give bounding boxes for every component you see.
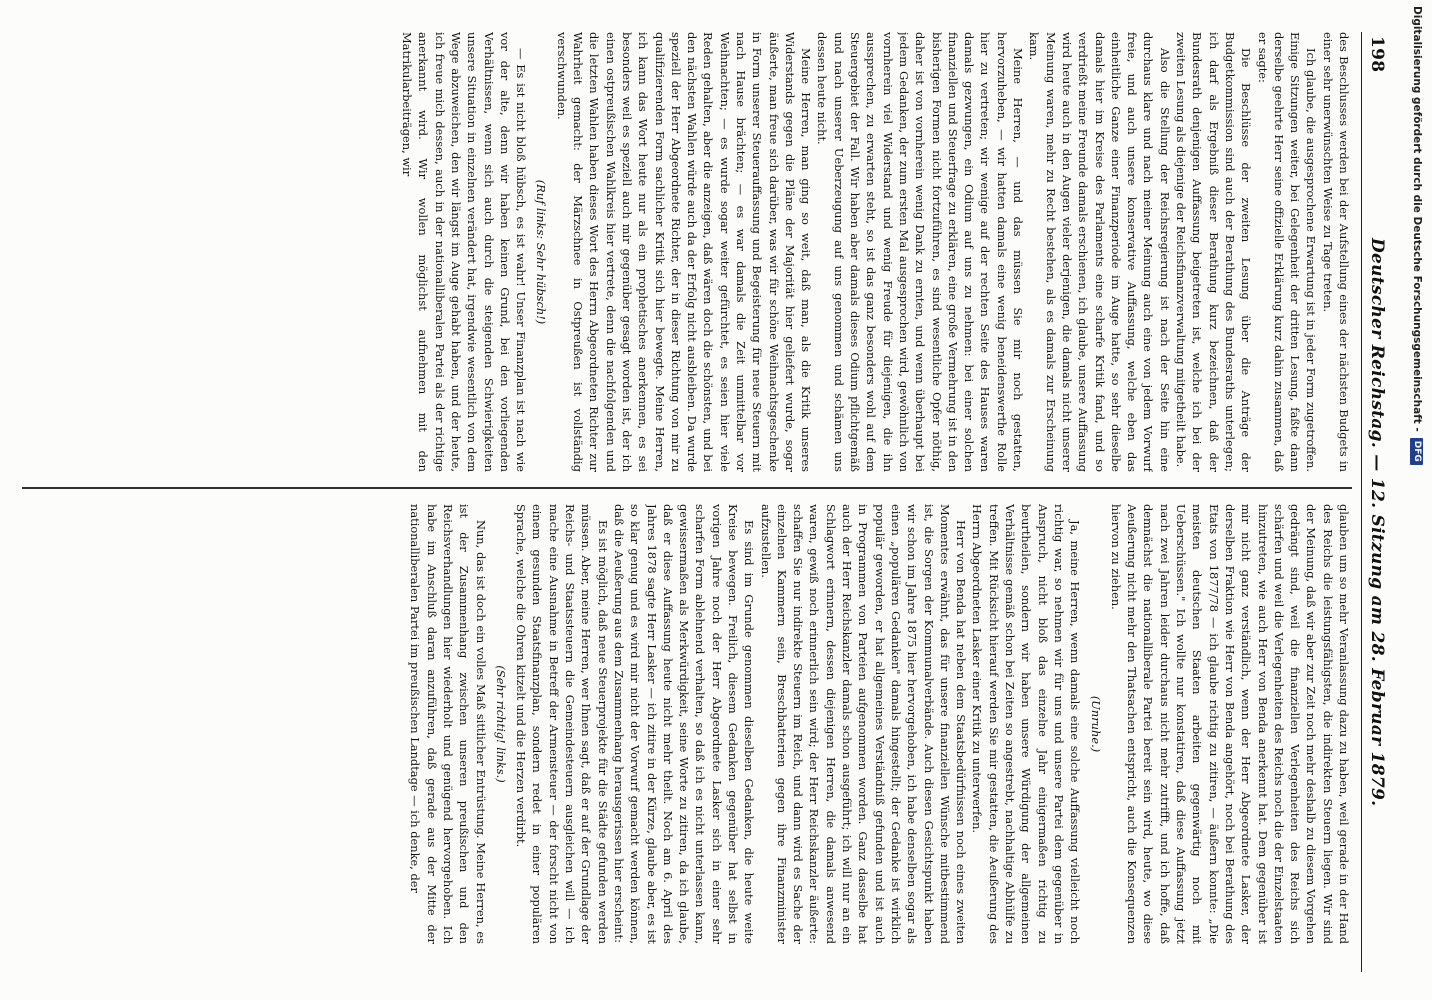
interjection: (Sehr richtig! links.) (493, 665, 508, 783)
paragraph: Ich glaube, die ausgesprochene Erwartung ist in jeder Form zugetroffen. Einige Sitzungen weiter, bei Gelegenheit der dritten Lesung, faßte dann derselbe geehrte Herr seine offizielle Erklärung kurz dahin zusammen, daß er sagte: (1255, 32, 1319, 472)
paragraph: Also die Stellung der Reichsregierung ist nach der Seite hin eine durchaus klare und nach meiner Meinung auch eine von jedem Vorwurf freie, und auch unsere konservative Auffassung, welche eben das einheitliche Ganze einer Finanzperiode im Auge hatte, so sehr dieselbe damals hier im Kreise des Parlaments eine scharfe Kritik fand, und so verdrießt meine Freunde damals erschienen, ich glaube, unsere Auffassung wird heute auch in den Augen vieler derjenigen, die damals nicht unserer Meinung waren, mehr zu Recht bestehen, als es damals zur Erscheinung kam. (1027, 32, 1172, 472)
paragraph: — Es ist nicht bloß hübsch, es ist wahr! Unser Finanzplan ist nach wie vor der alte, denn wir haben keinen Grund, bei den vorliegenden Verhältnissen, wenn sich auch durch die steigenden Schwierigkeiten unsere Situation in einzelnen verändert hat, irgendwie wesentlich von dem Wege abzuweichen, den wir längst im Auge gehabt haben, und der heute, ich freue mich dessen, auch in der nationalliberalen Partei als der richtige anerkannt wird. Wir wollen möglichst aufnehmen mit den Matrikularbeiträgen, wir (400, 32, 529, 472)
quoted-paragraph: Es ist möglich, daß neue Steuerprojekte für die Städte gefunden werden müssen. Aber, meine Herren, wer Ihnen sagt, daß er auf der Grundlage der Reichs- und Staatssteuern die Gemeindesteuern ausgleichen will — ich mache eine Ausnahme in Betreff der Armensteuer — der forscht nicht von einem gesunden Staatsfinanzplan, sondern redet in einer populären Sprache, welche die Ohren kitzelt und die Herzen verdirbt. (514, 504, 610, 944)
paragraph: Ja, meine Herren, wenn damals eine solche Auffassung vielleicht noch richtig war, so nehmen wir für uns und unsere Partei dem gegenüber in Anspruch, nicht bloß das einzelne Jahr einigermaßen richtig zu beurtheilen, sondern wir haben unsere Würdigung der allgemeinen Verhältnisse gemäß schon bei Zeiten so angestrebt, nachhaltige Abhülfe zu treffen. Mit Rücksicht hierauf werden Sie mir gestatten, die Aeußerung des Herrn Abgeordneten Lasker einer Kritik zu unterwerfen. (970, 504, 1083, 944)
paragraph: des Beschlusses werden bei der Aufstellung eines der nächsten Budgets in einer sehr unerwünschten Weise zu Tage treten. (1320, 32, 1351, 472)
paragraph: Nun, das ist doch ein volles Maß sittlicher Entrüstung. Meine Herren, es ist der Zusammenhang zwischen unseren preußischen und den Reichsverhandlungen hier wiederholt und genügend hervorgehoben. Ich habe im Anschluß daran anzuführen, daß gerade aus der Mitte der nationalliberalen Partei im preußischen Landtage — ich denke, der (408, 504, 488, 944)
paragraph: Meine Herren, — und das müssen Sie mir noch gestatten, hervorzuheben, — wir hatten damals eine wenig beneidenswerthe Rolle hier zu vertreten; wir wenige auf der rechten Seite des Hauses waren damals gezwungen, ein Odium auf uns zu nehmen: bei einer solchen finanziellen und Steuerfrage zu erklären, eine große Vermehrung ist in den bisherigen Formen nicht fortzuführen, es sind wesentliche Opfer nöthig, daher ist von vornherein wenig Dank zu ernten, und wenn überhaupt bei jedem Gedanken, der zum ersten Mal ausgesprochen wird, gewöhnlich von vornherein viel Widerstand und wenig Freude für diejenigen, die ihn aussprechen, zu erwarten steht, so ist das ganz besonders wohl auf dem Steuergebiet der Fall. Wir haben aber damals dieses Odium pflichtgemäß und nach unserer Ueberzeugung auf uns genommen und schämen uns dessen heute nicht. (815, 32, 1026, 472)
column-divider (22, 487, 1352, 489)
dfg-logo: DFG (1411, 438, 1424, 465)
page-number: 198 (1367, 36, 1387, 73)
interjection: (Unruhe.) (1088, 695, 1103, 753)
quoted-paragraph: Die Beschlüsse der zweiten Lesung über die Anträge der Budgetkommission sind auch der Berathung des Bundesraths unterlegen; ich darf als Ergebniß dieser Berathung kurz bezeichnen, daß der Bundesrath denjenigen Auffassung beigetreten ist, welche ich bei der zweiten Lesung als diejenige der Reichsfinanzverwaltung mitgetheilt habe. (1174, 32, 1254, 472)
paragraph: Meine Herren, man ging so weit, daß man, als die Kritik unseres Widerstands gegen die Pläne der Majorität hier geliefert wurde, sogar äußerte, man freue sich darüber, was wir für schöne Weihnachtsgeschenke in Form unserer Steuerauffassung und Begeisterung für neue Steuern mit nach Hause brächten; — es war damals die Zeit unmittelbar vor Weihnachten; — es wurde sogar weiter gefürchtet, es seien hier viele Reden gehalten, aber die anzeigen, daß wären doch die schönsten, und bei den nächsten Wahlen würde auch da der Erfolg nicht ausbleiben. Da wurde speziell der Herr Abgeordnete Richter, der in dieser Richtung von mir zu qualifizierenden Form sachlicher Kritik sich hier bewegte. Meine Herren, ich kann das Wort heute nur als ein prophetisches anerkennen, es sei besonders weil es speziell auch mir gegenüber gesagt worden ist, der ich einen ostpreußischen Wahlkreis hier vertrete, denn die nachfolgenden und die letzten Wahlen haben dieses Wort des Herrn Abgeordneten Richter zur Wahrheit gemacht: der Märzschnee in Ostpreußen ist vollständig verschwunden. (554, 32, 814, 472)
running-head (1361, 32, 1392, 972)
credit-text: Digitalisierung gefördert durch die Deutsche Forschungsgemeinschaft - (1411, 6, 1423, 432)
right-column (22, 504, 1352, 944)
interjection: (Ruf links: Sehr hübsch!) (534, 179, 549, 325)
digitization-credit (1410, 6, 1424, 706)
paragraph: glauben um so mehr Veranlassung dazu zu haben, weil gerade in der Hand des Reichs die leistungsfähigsten, die indirekten Steuern liegen. Wir sind der Meinung, daß wir aber zur Zeit noch mehr deshalb zu diesem Vorgehen gedrängt sind, weil die finanziellen Verlegenheiten des Reichs sich schärfen und weil die Verlegenheiten des Reichs noch die der Einzelstaaten hinzutreten, wie auch Herr von Benda anerkennt hat. Dem gegenüber ist mir nicht ganz verständlich, wenn der Herr Abgeordnete Lasker, der derselben Fraktion wie Herr von Benda angehört, noch bei Berathung des Etats von 1877/78 — ich glaube richtig zu zitiren, — äußern konnte: „Die meisten deutschen Staaten arbeiten gegenwärtig noch mit Ueberschüssen." Ich wollte nur konstatiren, daß diese Auffassung jetzt nach zwei Jahren leider durchaus nicht mehr zutrifft, und ich hoffe, daß demnächst die nationalliberale Partei bereit sein wird, heute, wo diese Aeußerung nicht mehr den Thatsachen entspricht, auch die Konsequenzen hiervon zu ziehen. (1108, 504, 1351, 944)
text-columns (22, 32, 1352, 972)
paragraph: Es sind im Grunde genommen dieselben Gedanken, die heute weite Kreise bewegen. Freilich, diesem Gedanken gegenüber hat selbst in vorigen Jahre noch der Herr Abgeordnete Lasker sich in einer sehr scharfen Form ablehnend verhalten, so daß ich es nicht unterlassen kann, gewissermaßen als Merkwürdigkeit, seine Worte zu zitiren, da ich glaube, daß er diese Auffassung heute nicht mehr theilt. Noch am 6. April des Jahres 1878 sagte Herr Lasker — ich zitire in der Kürze, glaube aber, es ist so klar genug und es wird mir nicht der Vorwurf gemacht werden können, daß die Aeußerung aus dem Zusammenhang herausgerissen hier erscheint: (611, 504, 757, 944)
page-title: Deutscher Reichstag. — 12. Sitzung am 28. Februar 1879. (1367, 237, 1387, 807)
left-column (22, 32, 1352, 472)
paragraph: Herr von Benda hat neben dem Staatsbedürfnissen noch eines zweiten Momentes erwähnt, das für unsere finanziellen Wünsche mitbestimmend ist, die Sorgen der Kommunalverbände. Auch diesen Gesichtspunkt haben wir schon im Jahre 1875 hier hervorgehoben, ich habe denselben sogar als einen „populären Gedanken" damals hingestellt; der Gedanke ist wirklich populär geworden, er hat allgemeines Verständniß gefunden und ist auch in Programmen von Parteien aufgenommen worden. Ganz dasselbe hat auch der Herr Reichskanzler damals schon ausgeführt; ich will nur an ein Schlagwort erinnern, dessen diejenigen Herren, die damals anwesend waren, gewiß noch erinnerlich sein wird; der Herr Reichskanzler äußerte: schaffen Sie nur indirekte Steuern im Reich, und dann wird es Sache der einzelnen Kammern sein, Breschbatterien gegen ihre Finanzminister aufzustellen. (758, 504, 969, 944)
rotated-printed-page (20, 32, 1392, 972)
